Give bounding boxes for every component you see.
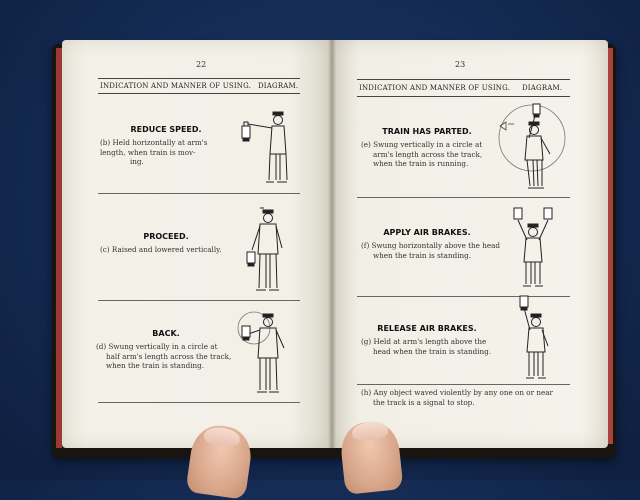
man-lanterns-overhead-icon xyxy=(508,202,558,290)
signal-title: TRAIN HAS PARTED. xyxy=(382,127,472,136)
signal-description: (c) Raised and lowered vertically. xyxy=(100,245,222,254)
signal-description: (g) Held at arm's length above the head when the train is standing. xyxy=(361,337,492,356)
signal-description: (d) Swung vertically in a circle at half arm's length across the track, when the train is standing. xyxy=(96,342,232,370)
header-diagram-left: DIAGRAM. xyxy=(258,82,299,90)
header-label-right: INDICATION AND MANNER OF USING. xyxy=(359,84,511,92)
man-lantern-full-circle-icon xyxy=(492,98,570,194)
man-lantern-vertical-icon xyxy=(238,204,290,296)
section-divider xyxy=(357,197,570,198)
section-divider xyxy=(98,193,300,194)
section-divider xyxy=(98,300,300,301)
book-gutter xyxy=(328,40,336,448)
signal-title: RELEASE AIR BRAKES. xyxy=(377,324,477,333)
header-diagram-right: DIAGRAM. xyxy=(522,84,563,92)
page-edge-right xyxy=(608,48,613,444)
header-bottom-rule-right xyxy=(357,96,570,97)
header-label-left: INDICATION AND MANNER OF USING. xyxy=(100,82,252,90)
page-number-right: 23 xyxy=(455,60,466,69)
signal-title: PROCEED. xyxy=(143,232,189,241)
header-bottom-rule-left xyxy=(98,93,300,94)
man-lantern-raised-icon xyxy=(510,294,558,384)
section-divider xyxy=(98,402,300,403)
header-top-rule-left xyxy=(98,78,300,79)
man-lantern-half-circle-icon xyxy=(230,306,292,398)
signal-title: APPLY AIR BRAKES. xyxy=(383,228,471,237)
signal-description: (b) Held horizontally at arm's length, when train is mov- ing. xyxy=(100,138,208,166)
signal-title: REDUCE SPEED. xyxy=(130,125,202,134)
footnote: (h) Any object waved violently by any one on or near the track is a signal to stop. xyxy=(361,388,553,407)
section-divider xyxy=(357,384,570,385)
page-number-left: 22 xyxy=(196,60,207,69)
signal-description: (e) Swung vertically in a circle at arm's length across the track, when the train is running. xyxy=(361,140,483,168)
signal-title: BACK. xyxy=(152,329,180,338)
header-top-rule-right xyxy=(357,79,570,80)
man-lantern-horizontal-icon xyxy=(232,106,298,186)
signal-description: (f) Swung horizontally above the head when the train is standing. xyxy=(361,241,500,260)
